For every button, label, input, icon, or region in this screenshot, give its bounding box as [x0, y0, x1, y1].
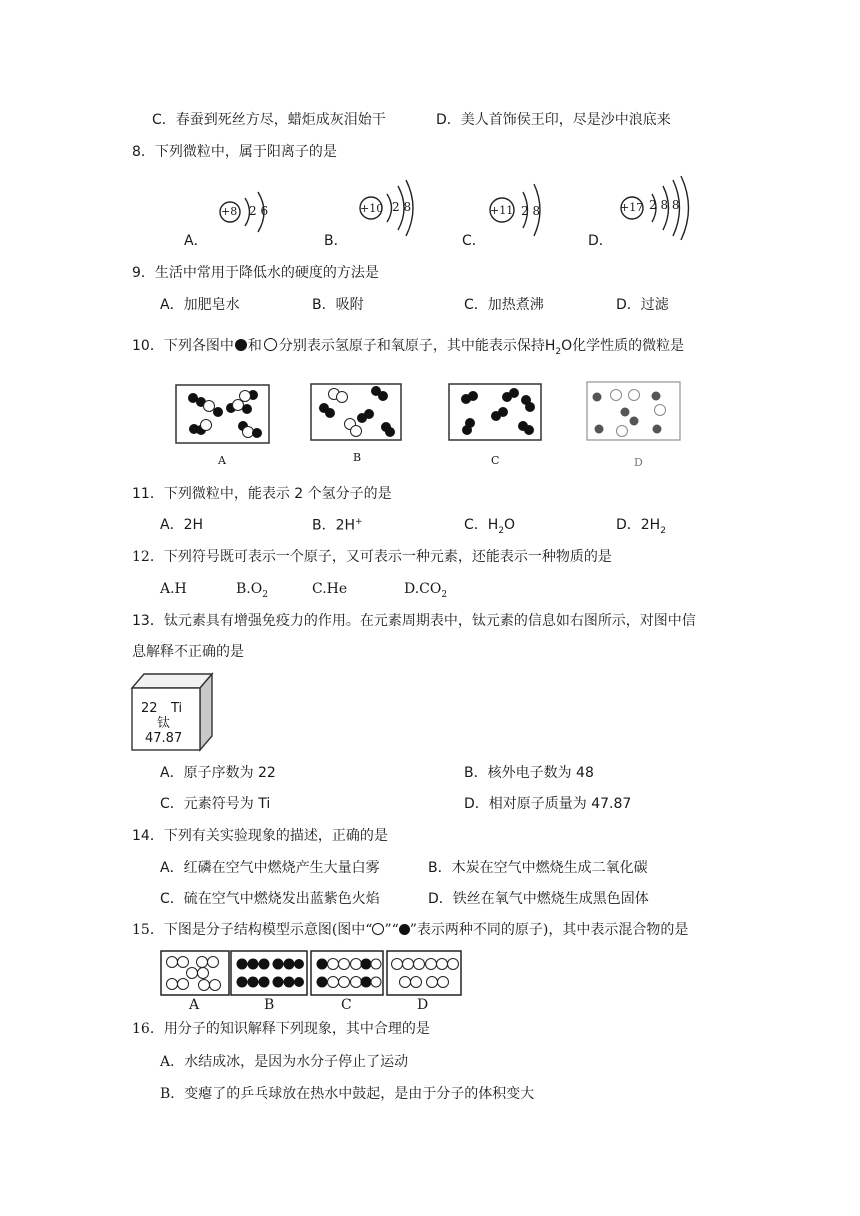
- q12-option-d-sub: 2: [441, 589, 448, 600]
- q11-option-b: [312, 518, 363, 533]
- oxygen-atom-icon: [264, 338, 277, 351]
- q15-stem-b: ”表示两种不同的原子)，其中表示混合物的是: [409, 922, 689, 938]
- q12-option-a: A.H: [160, 581, 187, 597]
- figure-label: D: [634, 456, 643, 469]
- q9-option-b: B．吸附: [312, 297, 364, 313]
- electron-shells: 2 8: [521, 204, 541, 218]
- q11-option-a: A．2H: [160, 517, 204, 533]
- q14-option-b: B．木炭在空气中燃烧生成二氧化碳: [428, 860, 648, 876]
- q13-stem-line2: 息解释不正确的是: [132, 644, 244, 660]
- figure-label: C: [341, 997, 352, 1013]
- q10-stem-sub: 2: [555, 346, 562, 357]
- option-label: C．: [462, 233, 486, 249]
- electron-shells: 2 6: [249, 204, 269, 218]
- q15-stem-mid: ”“: [384, 922, 399, 938]
- molecule-box-diagram: [310, 950, 384, 996]
- nucleus-charge: +10: [360, 202, 384, 215]
- molecule-box-diagram: [310, 383, 402, 441]
- q16-option-b: B．变瘪了的乒乓球放在热水中鼓起，是由于分子的体积变大: [160, 1086, 535, 1102]
- q10-stem-a: 10．下列各图中: [132, 338, 234, 354]
- molecule-box-diagram: [448, 383, 542, 441]
- q11-option-d-sub: 2: [660, 525, 666, 536]
- figure-label: B: [353, 451, 362, 464]
- q14-option-d: D．铁丝在氧气中燃烧生成黑色固体: [428, 891, 649, 907]
- q11-stem: 11．下列微粒中，能表示 2 个氢分子的是: [132, 486, 392, 502]
- molecule-box-diagram: [386, 950, 462, 996]
- q11-option-b-text: B．2H: [312, 517, 356, 534]
- q13-option-d: D．相对原子质量为 47.87: [464, 796, 632, 812]
- option-label: D．: [588, 233, 613, 249]
- electron-shells: 2 8 8: [649, 198, 680, 212]
- q11-option-c: [464, 518, 515, 536]
- q10-stem-b: 分别表示氢原子和氧原子，其中能表示保持H: [278, 338, 556, 354]
- q13-option-b: B．核外电子数为 48: [464, 765, 594, 781]
- q15-stem-a: 15．下图是分子结构模型示意图(图中“: [132, 922, 373, 938]
- molecule-box-diagram: [230, 950, 308, 996]
- q11-option-c-text-b: O: [504, 517, 516, 533]
- q12-option-b-sub: 2: [262, 589, 268, 600]
- nucleus-charge: +8: [221, 205, 238, 218]
- q9-stem: 9．生活中常用于降低水的硬度的方法是: [132, 265, 379, 281]
- q16-option-a: A．水结成冰，是因为水分子停止了运动: [160, 1054, 409, 1070]
- molecule-box-diagram: [160, 950, 230, 996]
- q14-option-a: A．红磷在空气中燃烧产生大量白雾: [160, 860, 380, 876]
- element-symbol: Ti: [171, 701, 183, 716]
- q12-option-c: C.He: [312, 581, 348, 597]
- element-mass: 47.87: [145, 731, 183, 746]
- element-number: 22: [141, 701, 158, 716]
- q12-option-b-text: B.O: [236, 581, 263, 597]
- q9-option-d: D．过滤: [616, 297, 669, 313]
- figure-label: C: [491, 454, 500, 467]
- q12-option-d-text: D.CO: [404, 581, 442, 597]
- black-atom-icon: [399, 924, 410, 935]
- q16-stem: 16．用分子的知识解释下列现象，其中合理的是: [132, 1021, 430, 1037]
- figure-label: A: [218, 454, 226, 467]
- q12-option-d: [404, 582, 447, 600]
- q10-stem: [132, 338, 684, 357]
- hydrogen-atom-icon: [235, 339, 247, 351]
- q11-option-b-sup: +: [355, 517, 363, 527]
- element-name: 钛: [157, 716, 171, 731]
- q13-stem-line1: 13．钛元素具有增强免疫力的作用。在元素周期表中，钛元素的信息如右图所示，对图中信: [132, 613, 696, 629]
- q12-stem: 12．下列符号既可表示一个原子，又可表示一种元素，还能表示一种物质的是: [132, 549, 612, 565]
- q7-option-d: D．美人首饰侯王印，尽是沙中浪底来: [436, 112, 671, 128]
- electron-shells: 2 8: [392, 200, 412, 214]
- q9-option-a: A．加肥皂水: [160, 297, 240, 313]
- figure-label: D: [417, 997, 429, 1013]
- q11-option-c-text: C．H: [464, 517, 499, 533]
- figure-label: B: [264, 997, 275, 1013]
- q14-option-c: C．硫在空气中燃烧发出蓝紫色火焰: [160, 891, 380, 907]
- q11-option-d-text: D．2H: [616, 517, 661, 533]
- option-label: A．: [184, 233, 208, 249]
- q11-option-d: [616, 518, 666, 536]
- q15-stem: [132, 923, 688, 937]
- q10-stem-and: 和: [247, 338, 262, 354]
- q7-option-c: C．春蚕到死丝方尽，蜡炬成灰泪始干: [152, 112, 386, 128]
- q12-option-b: [236, 582, 268, 600]
- q9-option-c: C．加热煮沸: [464, 297, 544, 313]
- q8-stem: 8．下列微粒中，属于阳离子的是: [132, 144, 337, 160]
- molecule-box-diagram: [586, 381, 681, 441]
- molecule-box-diagram: [175, 384, 270, 444]
- q14-stem: 14．下列有关实验现象的描述，正确的是: [132, 828, 388, 844]
- white-atom-icon: [372, 923, 384, 935]
- figure-label: A: [189, 997, 200, 1013]
- option-label: B．: [324, 233, 348, 249]
- nucleus-charge: +11: [490, 204, 514, 217]
- q10-stem-c: O化学性质的微粒是: [561, 338, 685, 354]
- q11-option-c-sub: 2: [498, 525, 505, 536]
- nucleus-charge: +17: [620, 201, 644, 214]
- q13-option-a: A．原子序数为 22: [160, 765, 276, 781]
- q13-option-c: C．元素符号为 Ti: [160, 796, 271, 812]
